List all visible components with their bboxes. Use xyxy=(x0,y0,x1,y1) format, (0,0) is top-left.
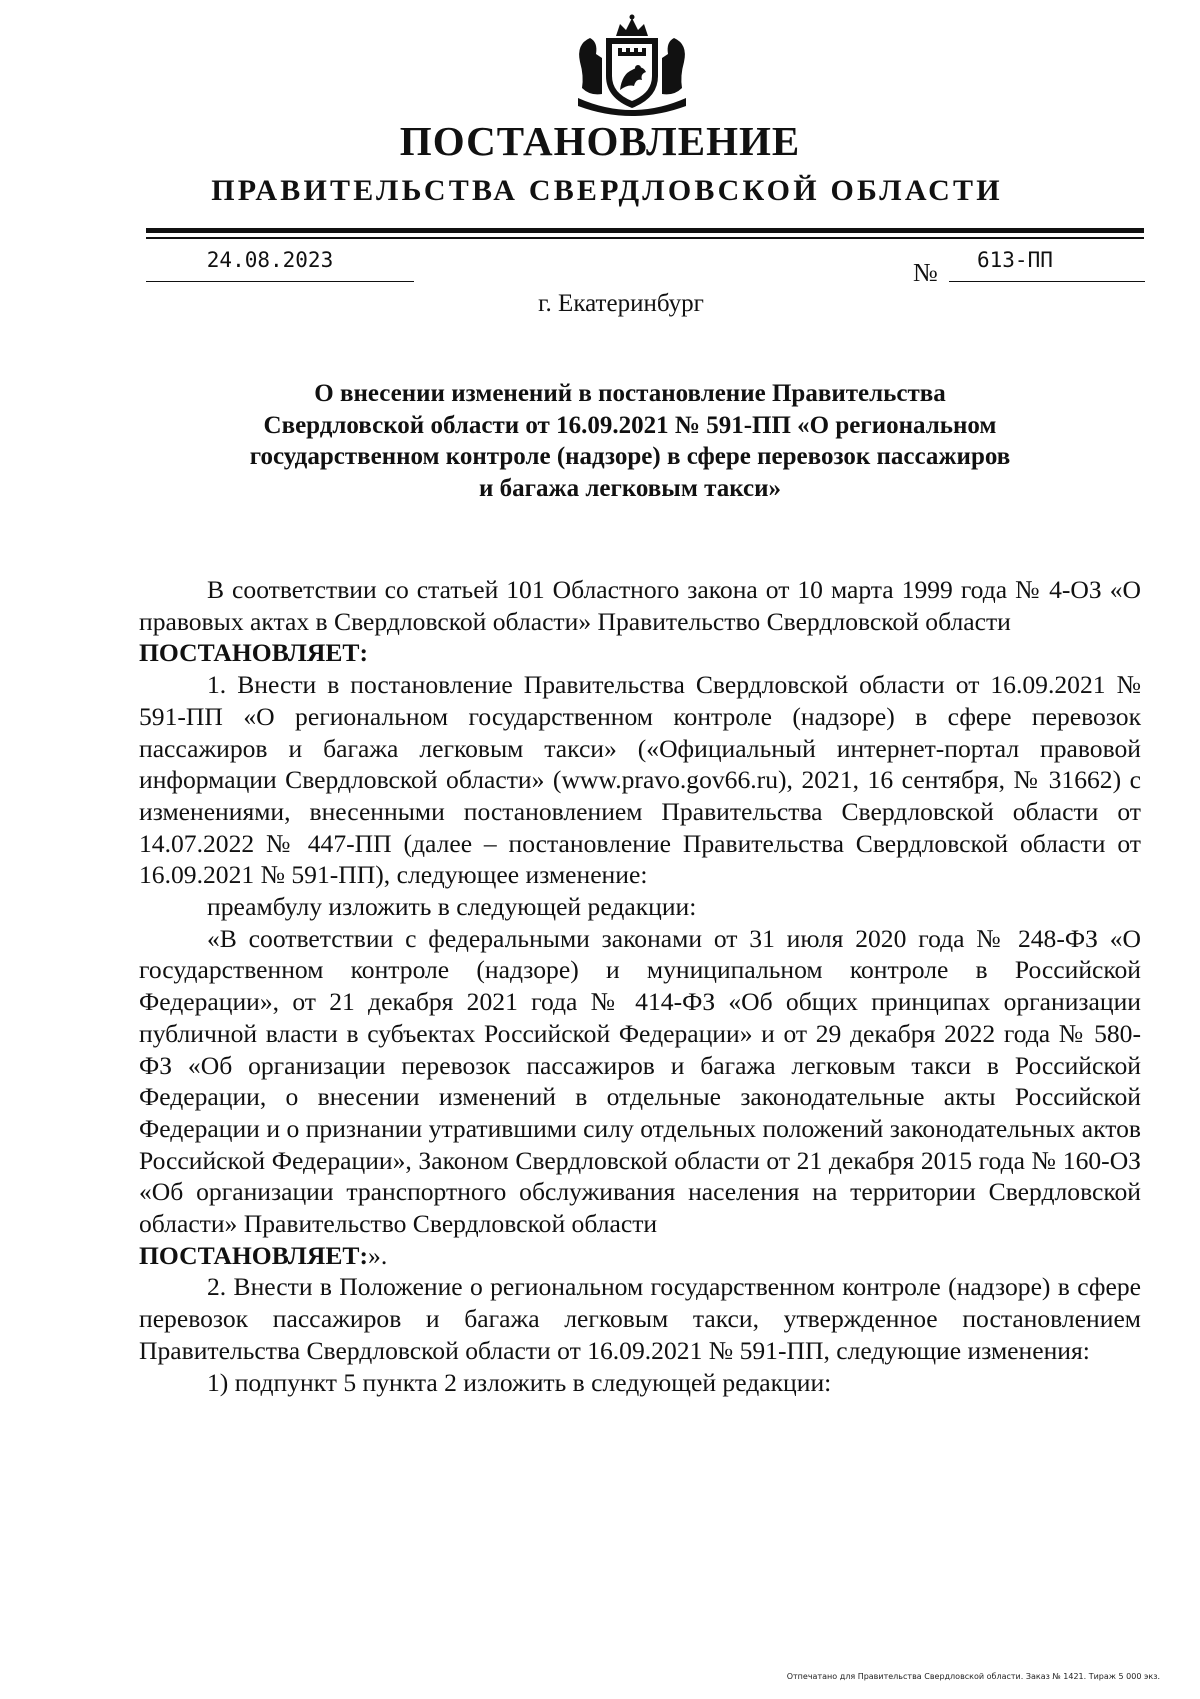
document-date: 24.08.2023 xyxy=(146,244,414,282)
clause-2-subitem: 1) подпункт 5 пункта 2 изложить в следующей редакции: xyxy=(207,1367,832,1397)
quoted-resolves-line xyxy=(139,1240,1141,1272)
document-body xyxy=(139,574,1141,1398)
clause-1-paragraph: 1. Внести в постановление Правительства Свердловской области от 16.09.2021 № 591-ПП «О региональном государственном контроле (надзоре) в сфере перевозок пассажиров и багажа легковым такси» («Официальный интернет-портал правовой информации Свердловской области» (www.pravo.gov66.ru), 2021, 16 сентября, № 31662) с изменениями, внесенными постановлением Правительства Свердловской области от 14.07.2022 № 447-ПП (далее – постановление Правительства Свердловской области от 16.09.2021 № 591-ПП), следующее изменение: xyxy=(139,670,1141,890)
document-heading xyxy=(180,378,1080,504)
quoted-resolves-bold: ПОСТАНОВЛЯЕТ: xyxy=(139,1240,369,1270)
document-type-title: ПОСТАНОВЛЕНИЕ xyxy=(399,118,801,164)
quoted-resolves-tail: ». xyxy=(368,1240,388,1270)
resolves-heading: ПОСТАНОВЛЯЕТ: xyxy=(139,638,369,668)
heading-line: О внесении изменений в постановление Правительства xyxy=(314,380,946,407)
coat-of-arms-icon xyxy=(572,14,692,116)
issuer-title: ПРАВИТЕЛЬСТВА СВЕРДЛОВСКОЙ ОБЛАСТИ xyxy=(211,174,1003,207)
clause-2-paragraph: 2. Внести в Положение о региональном государственном контроле (надзоре) в сфере перевозок пассажиров и багажа легковым такси, утвержденное постановлением Правительства Свердловской области от 16.09.2021 № 591-ПП, следующие изменения: xyxy=(139,1272,1141,1365)
heading-line: и багажа легковым такси» xyxy=(479,474,781,502)
header-rule-thick xyxy=(146,228,1144,233)
number-sign: № xyxy=(913,258,938,287)
header-rule-thin xyxy=(146,237,1144,239)
preamble-paragraph: В соответствии со статьей 101 Областного закона от 10 марта 1999 года № 4-ОЗ «О правовых актах в Свердловской области» Правительство Свердловской области xyxy=(139,575,1141,636)
document-number: 613-ПП xyxy=(949,244,1145,282)
print-imprint: Отпечатано для Правительства Свердловской области. Заказ № 1421. Тираж 5 000 экз. xyxy=(786,1672,1160,1681)
clause-1-instruction: преамбулу изложить в следующей редакции: xyxy=(207,892,697,922)
heading-line: государственном контроле (надзоре) в сфере перевозок пассажиров xyxy=(249,443,1011,470)
new-preamble-quote: «В соответствии с федеральными законами от 31 июля 2020 года № 248-ФЗ «О государственном контроле (надзоре) и муниципальном контроле в Российской Федерации», от 21 декабря 2021 года № 414-ФЗ «Об общих принципах организации публичной власти в субъектах Российской Федерации» и от 29 декабря 2022 года № 580-ФЗ «Об организации перевозок пассажиров и багажа легковым такси в Российской Федерации, о внесении изменений в отдельные законодательные акты Российской Федерации и о признании утратившими силу отдельных положений законодательных актов Российской Федерации», Законом Свердловской области от 21 декабря 2015 года № 160-ОЗ «Об организации транспортного обслуживания населения на территории Свердловской области» Правительство Свердловской области xyxy=(139,923,1141,1239)
heading-line: Свердловской области от 16.09.2021 № 591-ПП «О региональном xyxy=(263,411,997,439)
issue-city: г. Екатеринбург xyxy=(538,290,704,317)
